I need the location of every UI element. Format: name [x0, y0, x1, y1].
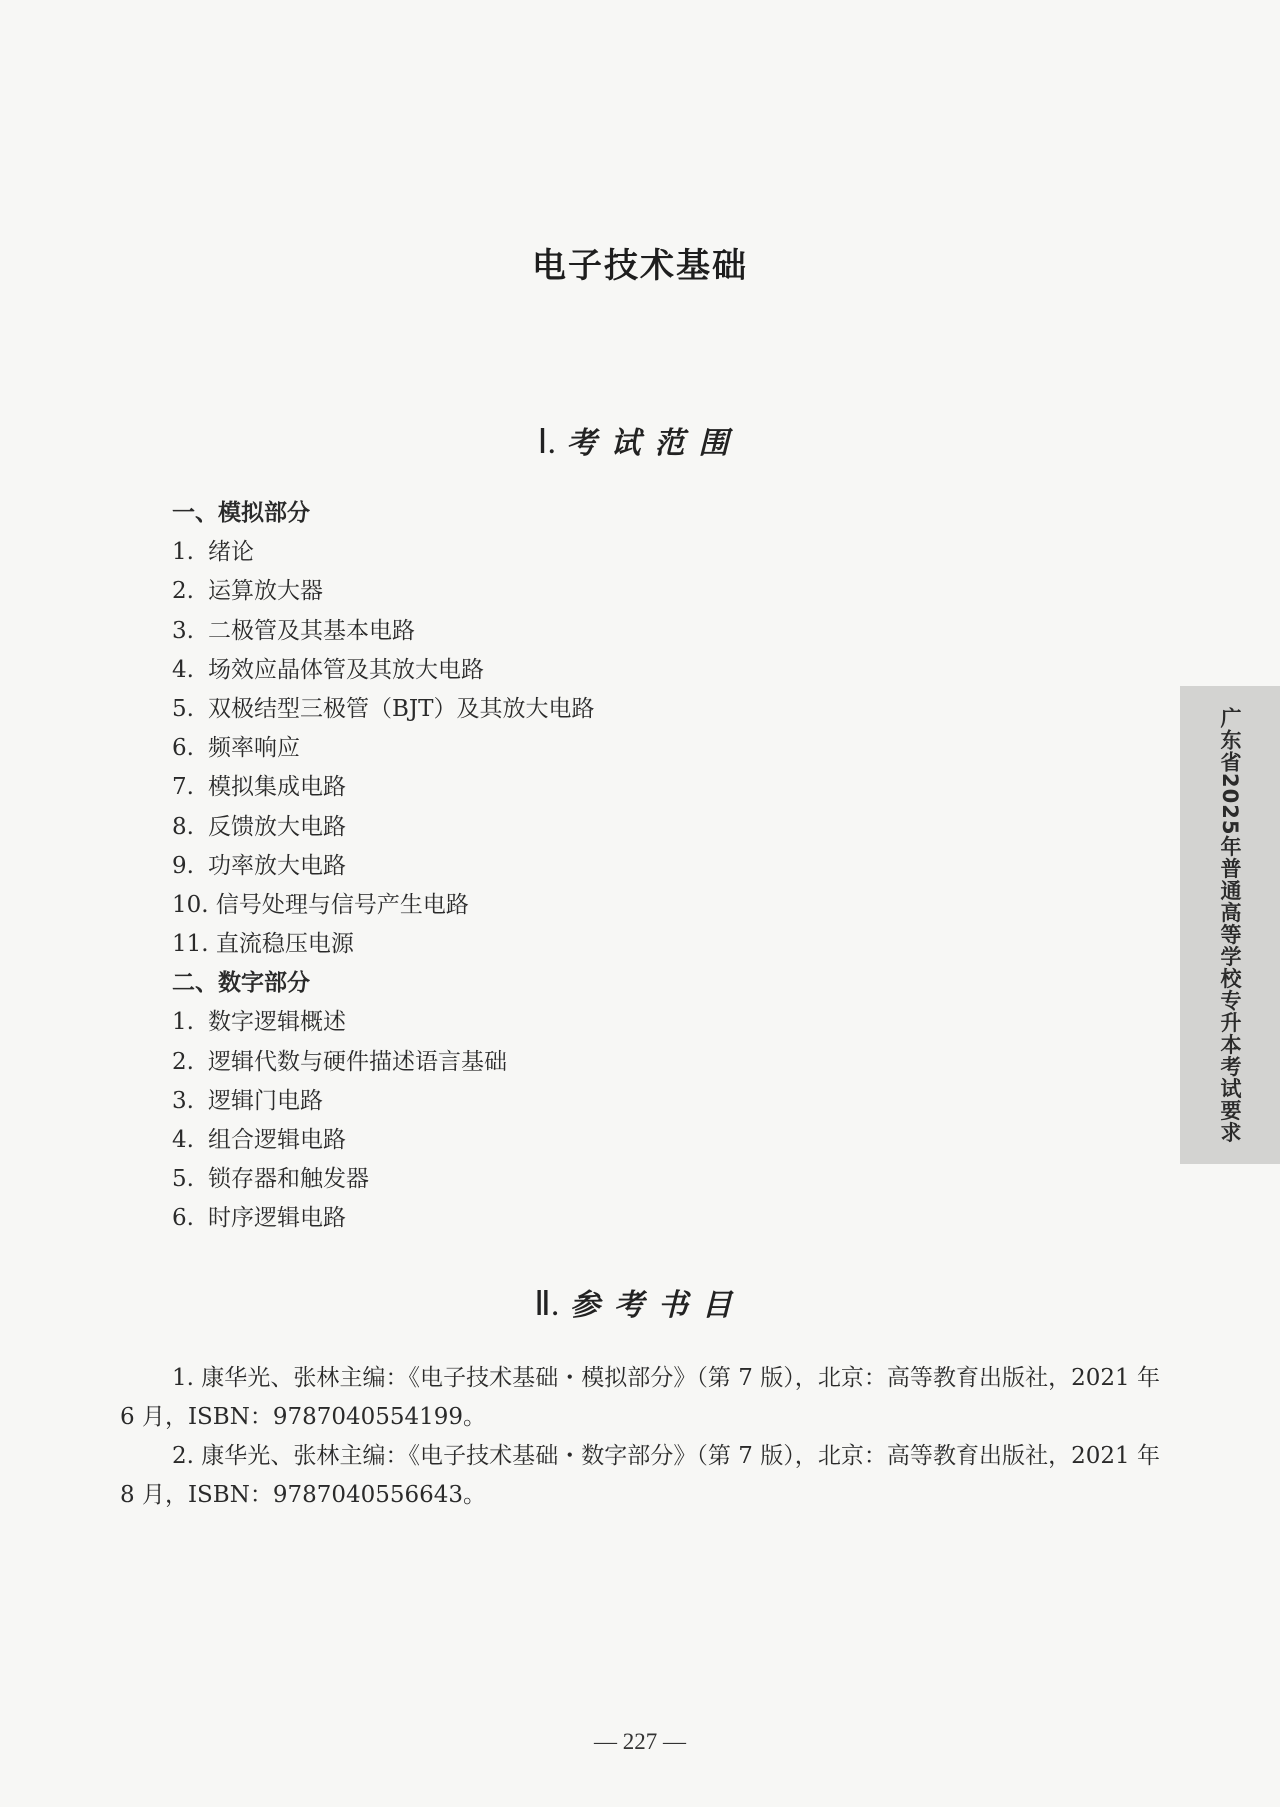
side-tab: [1180, 686, 1280, 1164]
list-item: 4. 组合逻辑电路: [172, 1127, 346, 1153]
list-item: 3. 逻辑门电路: [172, 1087, 323, 1114]
part-heading-analog: 一、模拟部分: [172, 500, 310, 526]
list-item: 11. 直流稳压电源: [172, 931, 354, 958]
reference-list: [120, 1359, 1160, 1515]
section-title: 参考书目: [569, 1288, 746, 1323]
list-item: 5. 锁存器和触发器: [172, 1166, 369, 1193]
side-tab-label: 广东省2025年普通高等学校专升本考试要求: [1218, 706, 1242, 1144]
list-item: 7. 模拟集成电路: [172, 774, 346, 801]
list-item: 9. 功率放大电路: [172, 852, 346, 879]
list-item: 2. 逻辑代数与硬件描述语言基础: [172, 1048, 507, 1075]
list-item: 10. 信号处理与信号产生电路: [172, 891, 469, 918]
list-item: 8. 反馈放大电路: [172, 813, 346, 840]
part-heading-digital: 二、数字部分: [172, 970, 310, 997]
list-item: 2. 运算放大器: [172, 578, 323, 605]
page-number: — 227 —: [594, 1729, 686, 1754]
list-item: 5. 双极结型三极管（BJT）及其放大电路: [172, 695, 595, 722]
reference-item: 1. 康华光、张林主编：《电子技术基础・模拟部分》（第 7 版），北京：高等教育出版社，2021 年 6 月，ISBN：9787040554199。: [120, 1365, 1160, 1430]
list-item: 6. 频率响应: [172, 735, 300, 762]
section-title: 考试范围: [566, 426, 743, 461]
reference-item: 2. 康华光、张林主编：《电子技术基础・数字部分》（第 7 版），北京：高等教育出版社，2021 年 8 月，ISBN：9787040556643。: [120, 1443, 1160, 1508]
list-item: 3. 二极管及其基本电路: [172, 617, 415, 644]
section-numeral: Ⅰ.: [537, 424, 557, 461]
section-heading-references: [0, 1280, 1280, 1324]
exam-scope-list: [172, 494, 972, 1239]
list-item: 1. 绪论: [172, 539, 254, 566]
list-item: 4. 场效应晶体管及其放大电路: [172, 656, 484, 683]
section-numeral: Ⅱ.: [534, 1286, 560, 1323]
list-item: 1. 数字逻辑概述: [172, 1009, 346, 1036]
list-item: 6. 时序逻辑电路: [172, 1205, 346, 1232]
section-heading-exam-scope: [0, 418, 1280, 462]
page-title: 电子技术基础: [532, 246, 748, 286]
